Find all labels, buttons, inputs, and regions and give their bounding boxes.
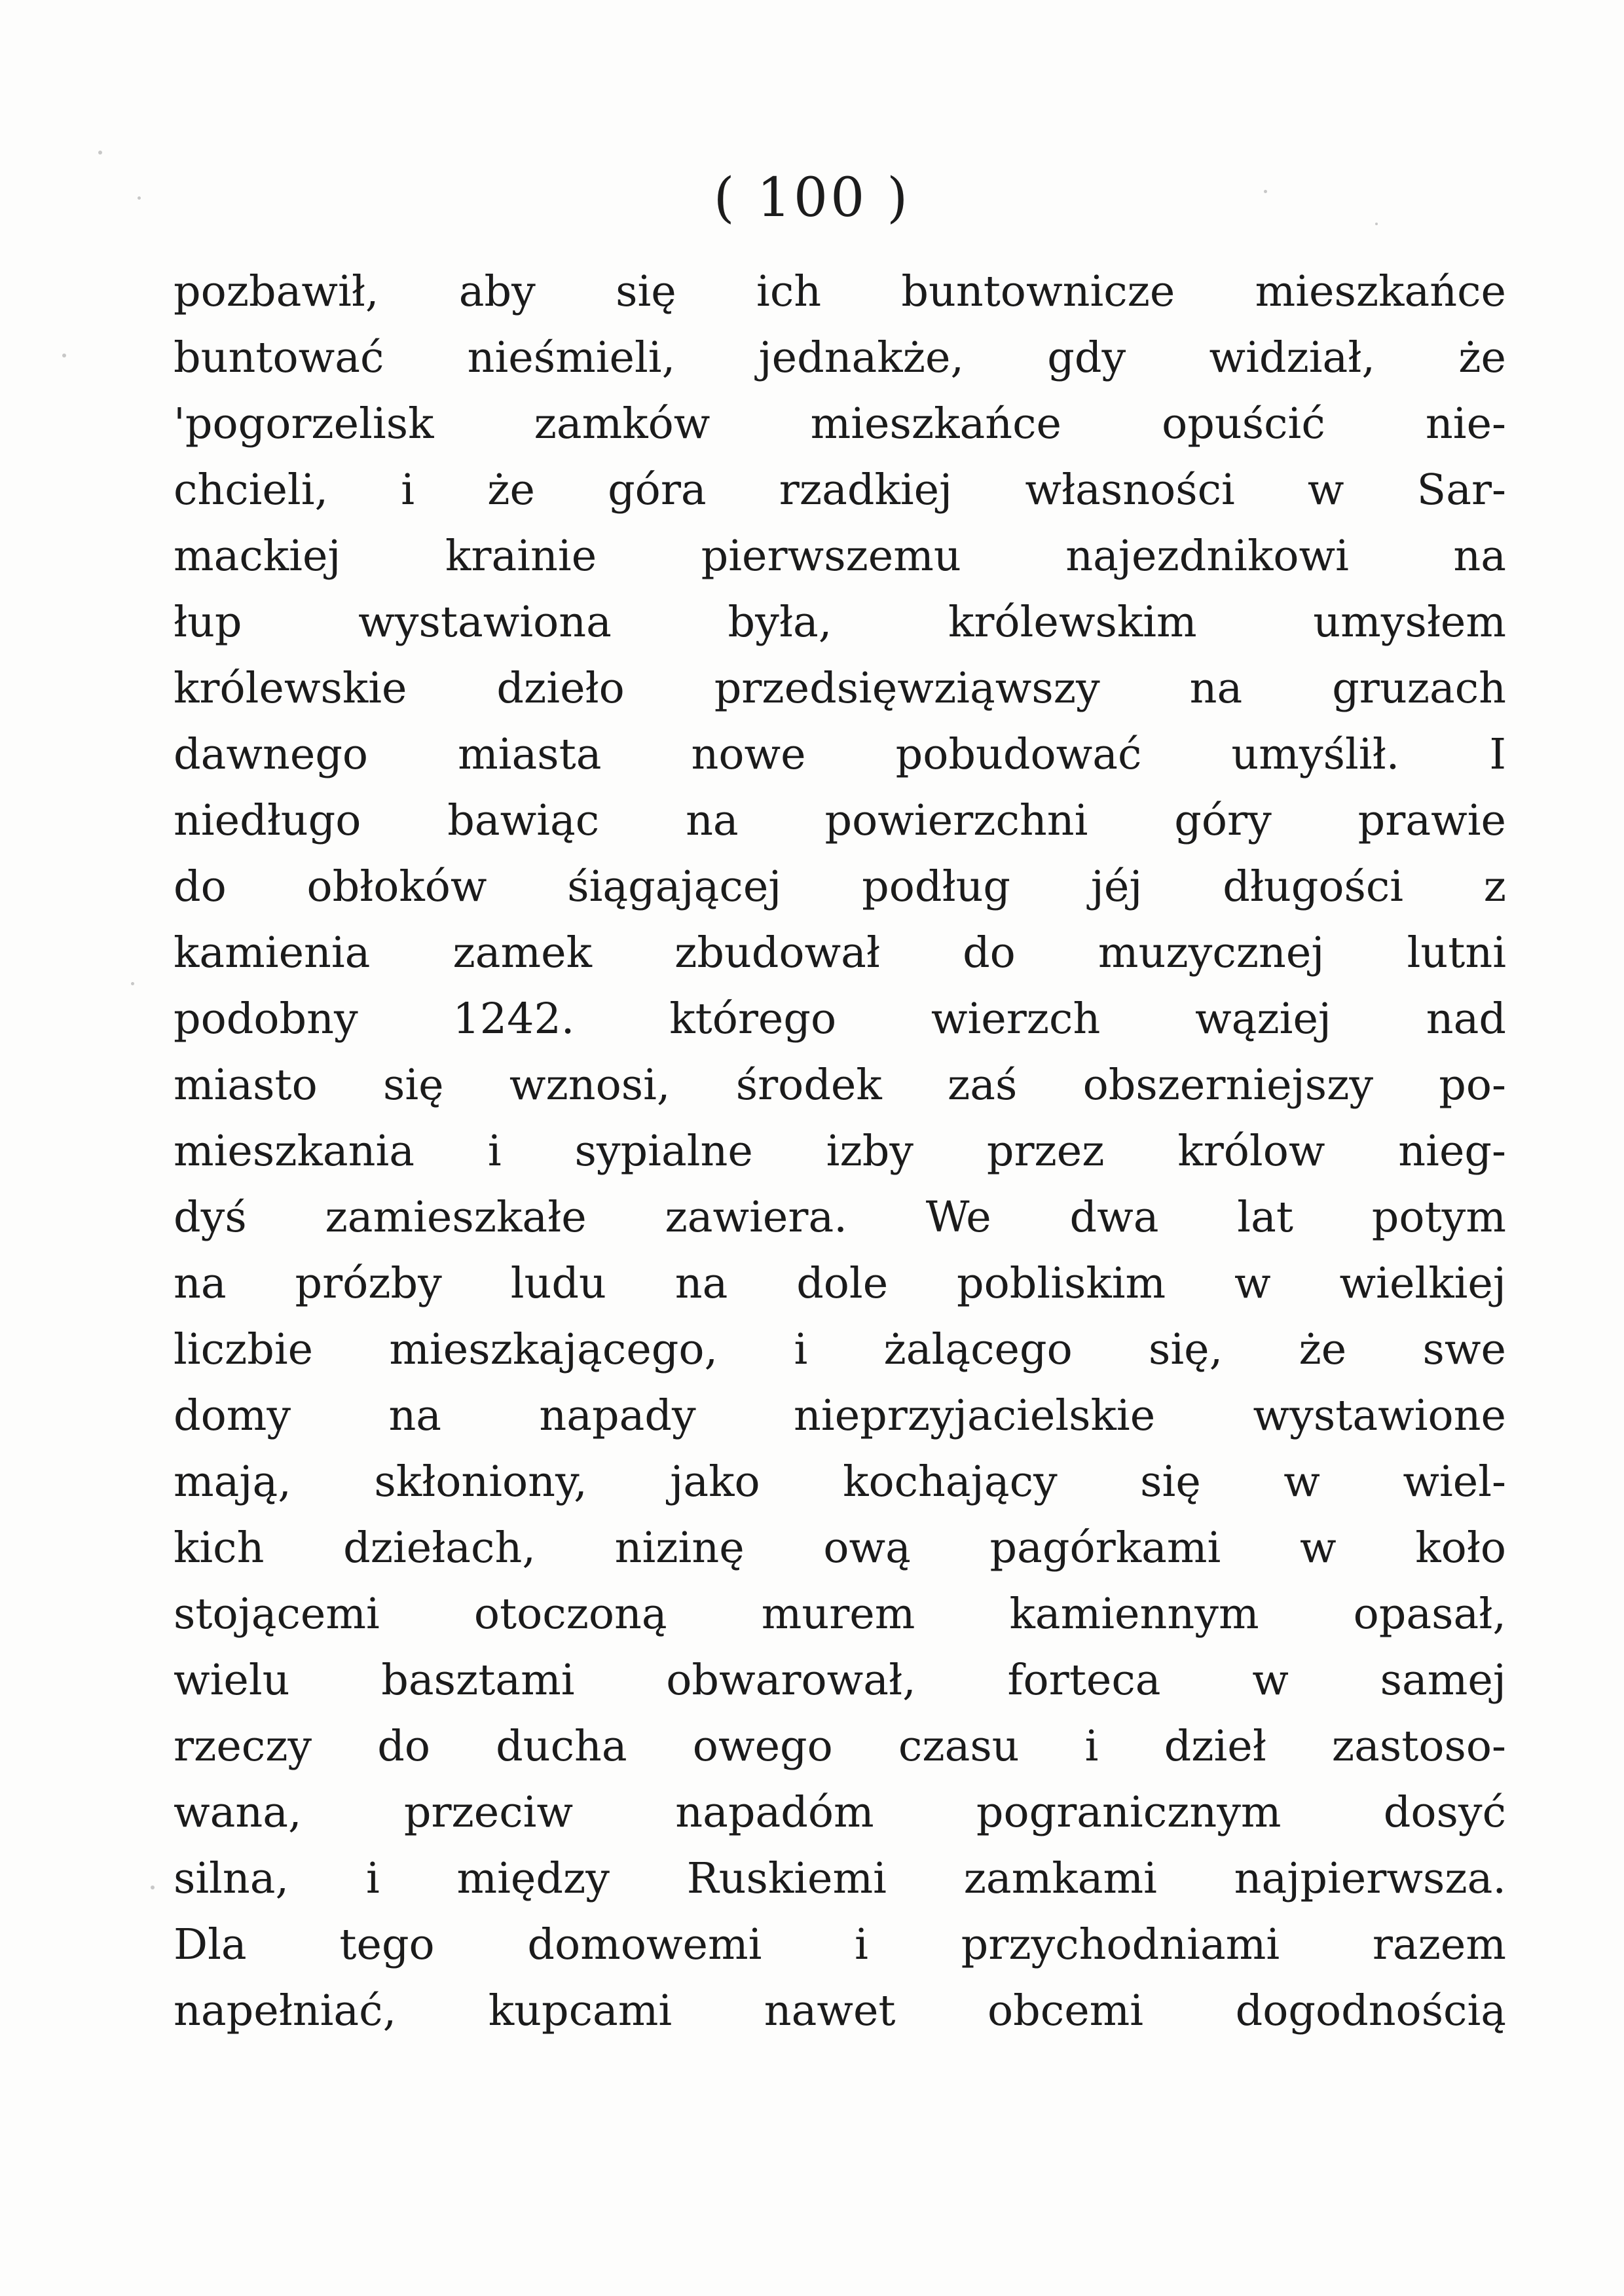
text-line: silna, i między Ruskiemi zamkami najpierwsza. — [174, 1854, 1506, 1903]
text-line: dyś zamieszkałe zawiera. We dwa lat potym — [174, 1193, 1506, 1242]
text-line: niedługo bawiąc na powierzchni góry prawie — [174, 796, 1506, 845]
text-line: podobny 1242. którego wierzch wąziej nad — [174, 994, 1506, 1044]
scan-speck — [151, 1886, 155, 1889]
scan-speck — [131, 982, 134, 985]
text-line: domy na napady nieprzyjacielskie wystawione — [174, 1391, 1506, 1440]
text-line: kamienia zamek zbudował do muzycznej lutni — [174, 928, 1506, 977]
text-line: mają, skłoniony, jako kochający się w wiel- — [174, 1457, 1506, 1506]
scan-speck — [62, 354, 66, 357]
text-line: stojącemi otoczoną murem kamiennym opasał, — [174, 1590, 1506, 1639]
text-line: pozbawił, aby się ich buntownicze mieszkańce — [174, 267, 1506, 316]
text-line: buntować nieśmieli, jednakże, gdy widział, że — [174, 333, 1506, 382]
page-number: ( 100 ) — [713, 167, 911, 229]
text-line: Dla tego domowemi i przychodniami razem — [174, 1920, 1506, 1969]
text-line: mieszkania i sypialne izby przez królow nieg- — [174, 1127, 1506, 1176]
text-line: królewskie dzieło przedsięwziąwszy na gruzach — [174, 664, 1506, 713]
text-line: łup wystawiona była, królewskim umysłem — [174, 598, 1506, 647]
text-line: miasto się wznosi, środek zaś obszerniejszy po- — [174, 1061, 1506, 1110]
text-line: kich dziełach, nizinę ową pagórkami w koło — [174, 1523, 1506, 1573]
text-line: wielu basztami obwarował, forteca w samej — [174, 1656, 1506, 1705]
text-line: mackiej krainie pierwszemu najezdnikowi na — [174, 532, 1506, 581]
text-line: liczbie mieszkającego, i żalącego się, że swe — [174, 1325, 1506, 1374]
text-line: wana, przeciw napadóm pogranicznym dosyć — [174, 1788, 1506, 1837]
text-line: dawnego miasta nowe pobudować umyślił. I — [174, 730, 1506, 779]
text-line: rzeczy do ducha owego czasu i dzieł zastoso- — [174, 1722, 1506, 1771]
scan-speck — [1264, 190, 1267, 193]
text-line: chcieli, i że góra rzadkiej własności w Sar- — [174, 465, 1506, 515]
scan-speck — [1375, 223, 1378, 225]
scan-speck — [98, 151, 102, 155]
text-line: napełniać, kupcami nawet obcemi dogodnością — [174, 1986, 1506, 2035]
text-line: 'pogorzelisk zamków mieszkańce opuścić nie- — [174, 399, 1506, 448]
text-line: do obłoków śiągającej podług jéj długości z — [174, 862, 1506, 911]
scan-speck — [138, 196, 141, 200]
text-line: na prózby ludu na dole pobliskim w wielkiej — [174, 1259, 1506, 1308]
body-text — [174, 259, 1506, 2044]
